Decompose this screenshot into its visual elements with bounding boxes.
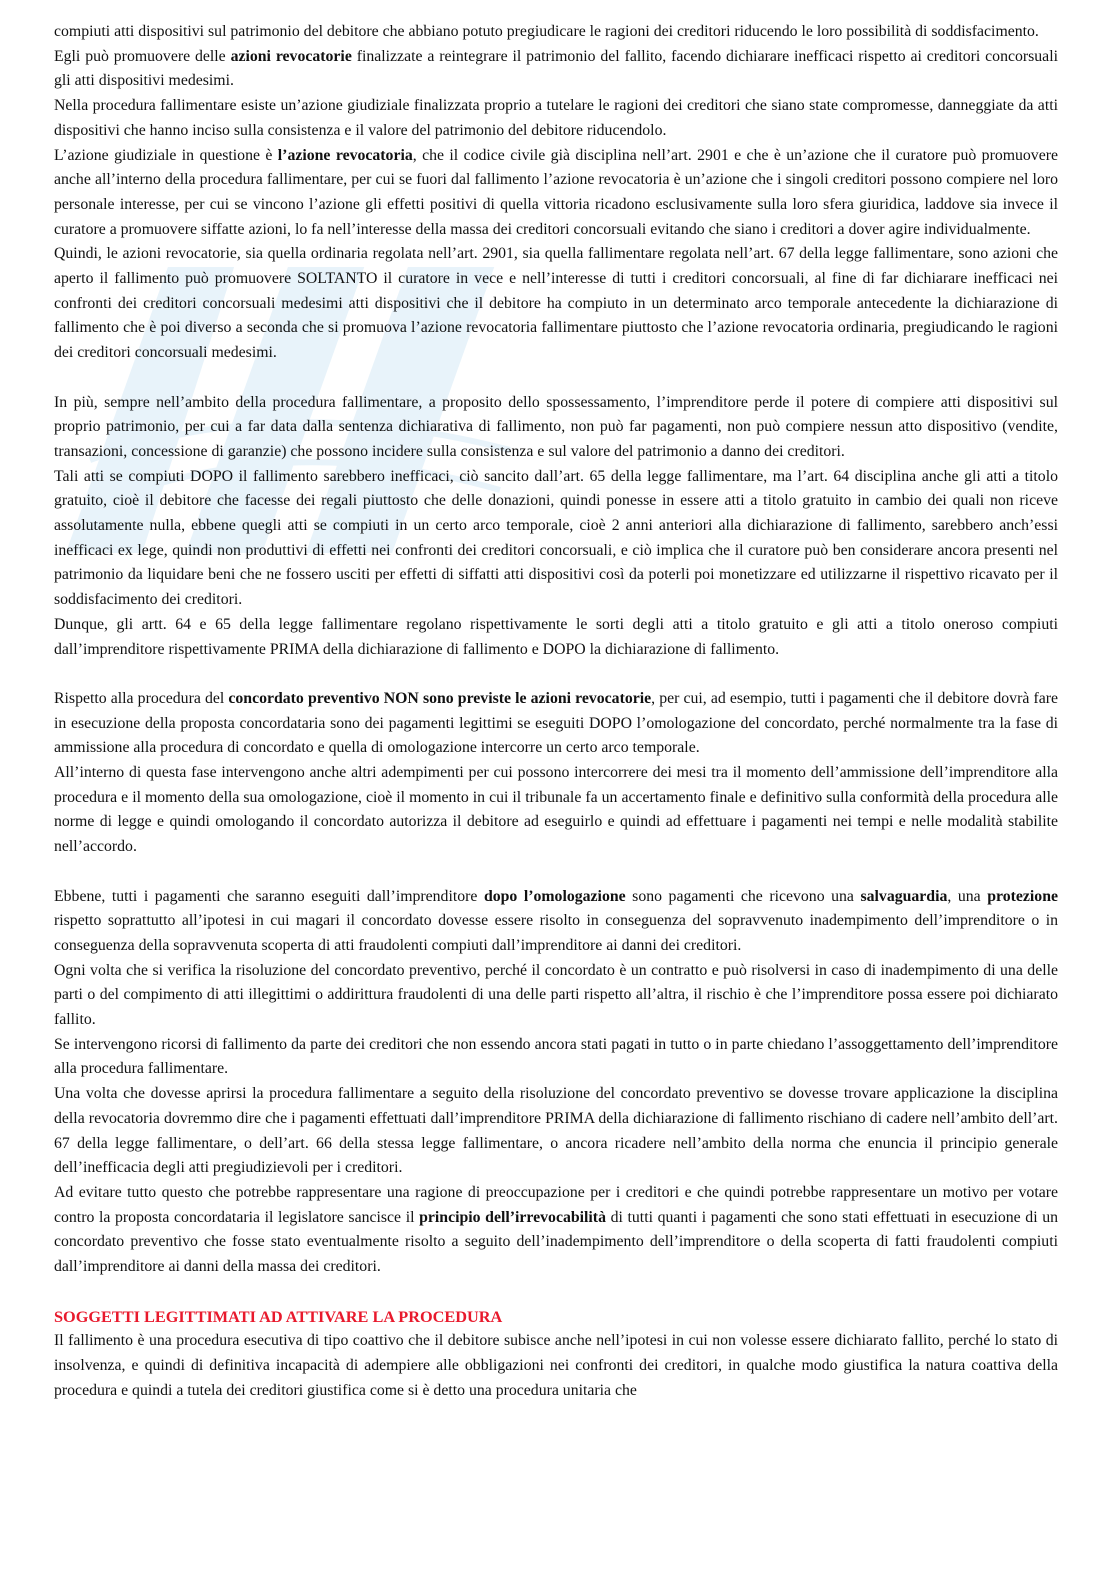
text-run: , che il codice civile già disciplina nell’art. 2901 e che è un’azione che il curatore può promuovere anche all’interno della procedura fallimentare, per cui se fuori dal fallimento l’azione revocatoria è un’azione che i singoli creditori possono compiere nel loro personale interesse, per cui se vincono l’azione gli effetti positivi di quella vittoria ricadono esclusivamente sulla loro sfera giuridica, laddove sia invece il curatore a promuovere siffatte azioni, lo fa nell’interesse della massa dei creditori concorsuali evitando che siano i creditori a dover agire individualmente.: [54, 146, 1058, 238]
text-run: In più, sempre nell’ambito della procedura fallimentare, a proposito dello spossessamento, l’imprenditore perde il potere di compiere atti dispositivi sul proprio patrimonio, per cui a far data dalla sentenza dichiarativa di fallimento, non può far pagamenti, non può compiere nessun atto dispositivo (vendite, transazioni, concessione di garanzie) che possono incidere sulla consistenza e sul valore del patrimonio a danno dei creditori.: [54, 393, 1058, 460]
text-run: , una: [947, 887, 988, 905]
paragraph: [54, 1082, 1058, 1181]
paragraph-gap: [54, 662, 1058, 687]
text-run: Quindi, le azioni revocatorie, sia quella ordinaria regolata nell’art. 2901, sia quella fallimentare regolata nell’art. 67 della legge fallimentare, sono azioni che aperto il fallimento può promuovere SOLTANTO il curatore in vece e nell’interesse di tutti i creditori concorsuali, al fine di far dichiarare inefficaci nei confronti dei creditori concorsuali medesimi atti dispositivi che il debitore ha compiuto in un determinato arco temporale antecedente la dichiarazione di fallimento che è poi diverso a seconda che si promuova l’azione revocatoria fallimentare piuttosto che l’azione revocatoria ordinaria, pregiudicando le ragioni dei creditori concorsuali medesimi.: [54, 245, 1058, 362]
text-run: Se intervengono ricorsi di fallimento da parte dei creditori che non essendo ancora stati pagati in tutto o in parte chiedano l’assoggettamento dell’imprenditore alla procedura fallimentare.: [54, 1035, 1058, 1078]
paragraph: [54, 613, 1058, 662]
bold-text: dopo l’omologazione: [483, 887, 626, 905]
document-body: [54, 20, 1058, 1403]
text-run: sono pagamenti che ricevono una: [625, 887, 861, 905]
bold-text: concordato preventivo NON sono previste le azioni revocatorie: [228, 689, 652, 707]
paragraph: [54, 959, 1058, 1033]
text-run: SOGGETTI LEGITTIMATI AD ATTIVARE LA PROCEDURA: [54, 1306, 503, 1326]
paragraph-gap: [54, 366, 1058, 391]
paragraph: [54, 761, 1058, 860]
text-run: Il fallimento è una procedura esecutiva di tipo coattivo che il debitore subisce anche nell’ipotesi in cui non volesse essere dichiarato fallito, perché lo stato di insolvenza, e quindi di definitiva incapacità di adempiere alle obbligazioni nei confronti dei creditori, in qualche modo giustifica la natura coattiva della procedura e quindi a tutela dei creditori giustifica come si è detto una procedura unitaria che: [54, 1332, 1058, 1399]
text-run: , per cui, ad esempio, tutti i pagamenti che il debitore dovrà fare in esecuzione della proposta concordataria sono dei pagamenti legittimi se eseguiti DOPO l’omologazione del concordato, perché normalmente tra la fase di ammissione alla procedura di concordato e quella di omologazione intercorre un certo arco temporale.: [54, 689, 1058, 757]
text-run: All’interno di questa fase intervengono anche altri adempimenti per cui possono intercorrere dei mesi tra il momento dell’ammissione dell’imprenditore alla procedura e il momento della sua omologazione, cioè il momento in cui il tribunale fa un accertamento finale e definitivo sulla conformità della procedura alle norme di legge e quindi omologando il concordato autorizza il debitore ad eseguirlo e quindi ad effettuare i pagamenti nei tempi e nelle modalità stabilite nell’accordo.: [54, 764, 1058, 856]
paragraph: [54, 45, 1058, 94]
paragraph-gap: [54, 860, 1058, 885]
text-run: L’azione giudiziale in questione è: [54, 146, 278, 164]
paragraph: [54, 885, 1058, 959]
text-run: Rispetto alla procedura del: [54, 689, 229, 707]
bold-text: l’azione revocatoria: [277, 146, 413, 164]
text-run: finalizzate a reintegrare il patrimonio del fallito, facendo dichiarare inefficaci rispetto ai creditori concorsuali gli atti dispositivi medesimi.: [54, 47, 1058, 90]
paragraph: [54, 94, 1058, 143]
paragraph: [54, 144, 1058, 243]
text-run: compiuti atti dispositivi sul patrimonio del debitore che abbiano potuto pregiudicare le ragioni dei creditori riducendo le loro possibilità di soddisfacimento.: [54, 23, 1039, 40]
paragraph: [54, 1329, 1058, 1403]
bold-text: azioni revocatorie: [230, 47, 352, 65]
text-run: di tutti quanti i pagamenti che sono stati effettuati in esecuzione di un concordato preventivo che fosse stato eventualmente risolto a seguito dell’inadempimento dell’imprenditore o della scoperta di fatti fraudolenti compiuti dall’imprenditore ai danni della massa dei creditori.: [54, 1208, 1059, 1276]
text-run: Dunque, gli artt. 64 e 65 della legge fallimentare regolano rispettivamente le sorti degli atti a titolo gratuito e gli atti a titolo oneroso compiuti dall’imprenditore rispettivamente PRIMA della dichiarazione di fallimento e DOPO la dichiarazione di fallimento.: [54, 615, 1058, 658]
bold-text: principio dell’irrevocabilità: [419, 1208, 606, 1226]
section-heading: [54, 1305, 1058, 1330]
paragraph: [54, 465, 1058, 613]
text-run: Ogni volta che si verifica la risoluzione del concordato preventivo, perché il concordato è un contratto e può risolversi in caso di inadempimento di una delle parti o del compimento di atti illegittimi o addirittura fraudolenti di una delle parti rispetto all’altra, il rischio è che l’imprenditore possa essere poi dichiarato fallito.: [54, 961, 1058, 1029]
text-run: rispetto soprattutto all’ipotesi in cui magari il concordato dovesse essere risolto in conseguenza del sopravvenuto inadempimento dell’imprenditore o in conseguenza della sopravvenuta scoperta di atti fraudolenti compiuti dall’imprenditore ai danni dei creditori.: [54, 912, 1058, 954]
bold-text: salvaguardia: [860, 887, 948, 905]
text-run: Ebbene, tutti i pagamenti che saranno eseguiti dall’imprenditore: [54, 887, 484, 905]
paragraph: [54, 20, 1058, 45]
text-run: Una volta che dovesse aprirsi la procedura fallimentare a seguito della risoluzione del concordato preventivo se dovesse trovare applicazione la disciplina della revocatoria dovremmo dire che i pagamenti effettuati dall’imprenditore PRIMA della dichiarazione di fallimento rischiano di cadere nell’ambito dell’art. 67 della legge fallimentare, o dell’art. 66 della stessa legge fallimentare, o ancora ricadere nell’ambito della norma che enuncia il principio generale dell’inefficacia degli atti pregiudizievoli per i creditori.: [54, 1085, 1058, 1177]
text-run: Tali atti se compiuti DOPO il fallimento sarebbero inefficaci, ciò sancito dall’art. 65 della legge fallimentare, ma l’art. 64 disciplina anche gli atti a titolo gratuito, cioè il debitore che facesse dei regali piuttosto che delle donazioni, quindi ponesse in essere atti a titolo gratuito in cambio dei quali non riceve assolutamente nulla, ebbene quegli atti se compiuti in un certo arco temporale, cioè 2 anni anteriori alla dichiarazione di fallimento, sarebbero anch’essi inefficaci ex lege, quindi non produttivi di effetti nei confronti dei creditori concorsuali, e ciò implica che il curatore può ben considerare ancora presenti nel patrimonio da liquidare beni che ne fossero usciti per effetti di siffatti atti dispositivi così da poterli poi monetizzare ed utilizzarne il rispettivo ricavato per il soddisfacimento dei creditori.: [54, 467, 1058, 609]
text-run: Nella procedura fallimentare esiste un’azione giudiziale finalizzata proprio a tutelare le ragioni dei creditori che siano state compromesse, danneggiate da atti dispositivi che hanno inciso sulla consistenza e il valore del patrimonio del debitore riducendolo.: [54, 97, 1058, 139]
paragraph: [54, 242, 1058, 366]
text-run: Ad evitare tutto questo che potrebbe rappresentare una ragione di preoccupazione per i creditori e che quindi potrebbe rappresentare un motivo per votare contro la proposta concordataria il legislatore sancisce il: [54, 1184, 1058, 1226]
paragraph-gap: [54, 1280, 1058, 1305]
paragraph: [54, 1181, 1058, 1280]
paragraph: [54, 1033, 1058, 1082]
bold-text: protezione: [987, 887, 1058, 905]
text-run: Egli può promuovere delle: [54, 47, 231, 65]
paragraph: [54, 391, 1058, 465]
paragraph: [54, 687, 1058, 761]
